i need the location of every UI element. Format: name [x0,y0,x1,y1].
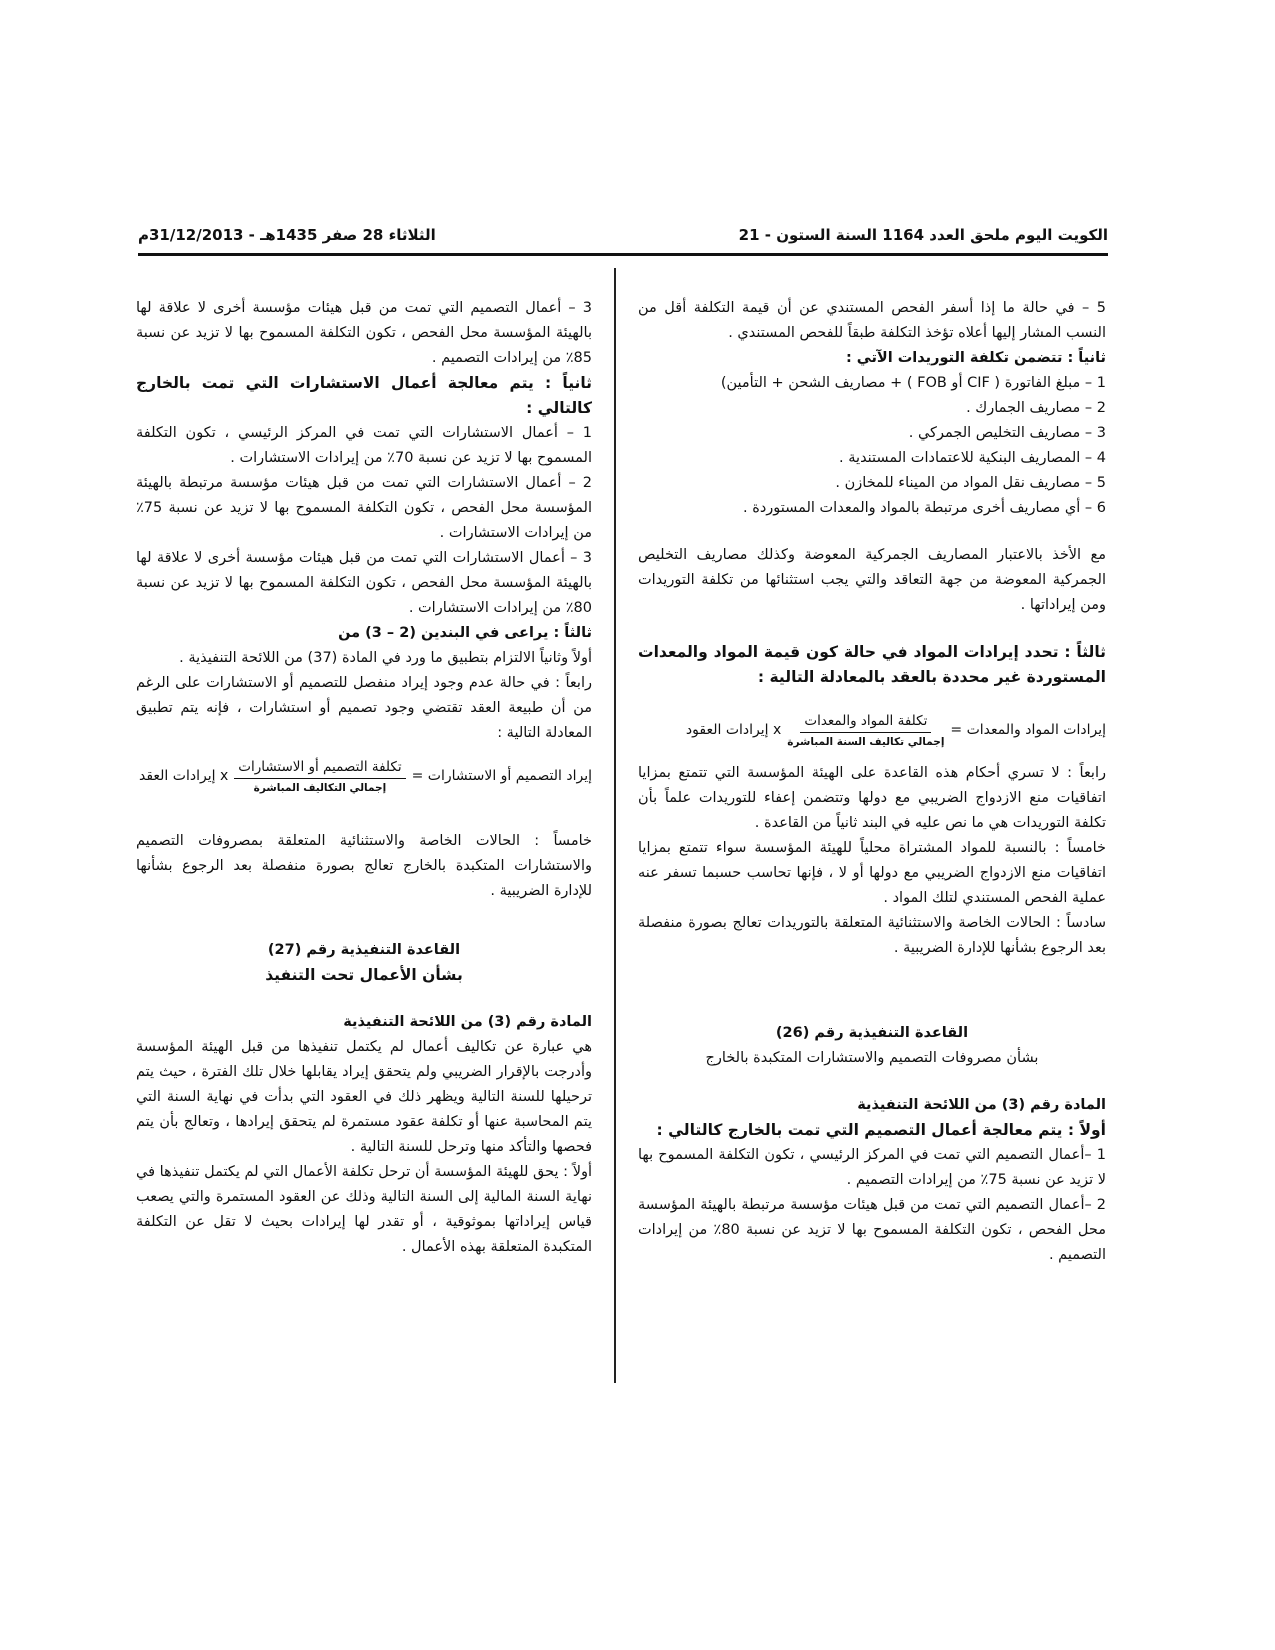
article-reference: المادة رقم (3) من اللائحة التنفيذية [857,1097,1106,1113]
paragraph-thalithan: أولاً وثانياً الالتزام بتطبيق ما ورد في المادة (37) من اللائحة التنفيذية . [179,650,592,666]
heading-consulting-works: ثانياً : يتم معالجة أعمال الاستشارات التي تمت بالخارج كالتالي : [136,374,592,417]
list-item: 1 – مبلغ الفاتورة ( CIF أو FOB ) + مصاريف الشحن + التأمين) [720,375,1106,391]
equation-denominator: إجمالي التكاليف المباشرة [253,782,387,794]
equation-fraction [234,758,405,795]
equation-lhs: إيرادات المواد والمعدات = [950,722,1106,738]
equation-rhs: x إيرادات العقود [685,722,782,738]
paragraph-khamisan: خامساً : بالنسبة للمواد المشتراة محلياً للهيئة المؤسسة سواء تتمتع بمزايا اتفاقيات منع الازدواج الضريبي مع دولها أو لا ، فإنها تحاسب حسبما تسفر عنه عملية الفحص المستندي لتلك المواد . [638,840,1106,906]
list-item: 4 – المصاريف البنكية للاعتمادات المستندية . [839,450,1106,466]
heading-materials-revenue: ثالثاً : تحدد إيرادات المواد في حالة كون قيمة المواد والمعدات المستوردة غير محددة بالعقد بالمعادلة التالية : [638,643,1106,686]
paragraph-consulting-3: 3 – أعمال الاستشارات التي تمت من قبل هيئات مؤسسة أخرى لا علاقة لها بالهيئة المؤسسة محل الفحص ، تكون التكلفة المسموح بها لا تزيد عن نسبة 80٪ من إيرادات الاستشارات . [136,550,592,616]
paragraph-definition: هي عبارة عن تكاليف أعمال لم يكتمل تنفيذها من قبل الهيئة المؤسسة وأدرجت بالإقرار الضريبي ولم يتحقق إيراد يقابلها خلال تلك الفترة ، حيث يتم ترحيلها للسنة التالية ويظهر ذلك في العقود التي بدأت في نهاية السنة التي يتم المحاسبة عنها أو تكلفة عقود مستمرة لم يتحقق إيرادها ، وتعالج بأن يتم فحصها والتأكد منها وترحل للسنة التالية . [136,1039,592,1155]
right-column [638,296,1106,1268]
heading-thalithan: ثالثاً : يراعى في البندين (2 – 3) من [338,625,592,641]
equation-rhs: x إيرادات العقد [138,768,229,784]
article-reference: المادة رقم (3) من اللائحة التنفيذية [343,1014,592,1030]
paragraph-khamisan: خامساً : الحالات الخاصة والاستثنائية المتعلقة بمصروفات التصميم والاستشارات المتكبدة بالخارج تعالج بصورة منفصلة بعد الرجوع بشأنها للإدارة الضريبية . [136,833,592,899]
equation-fraction [787,712,944,749]
heading-supplies-cost: ثانياً : تتضمن تكلفة التوريدات الآتي : [845,350,1106,366]
paragraph-awwalan: أولاً : يحق للهيئة المؤسسة أن ترحل تكلفة الأعمال التي لم يكتمل تنفيذها في نهاية السنة المالية إلى السنة التالية وذلك عن العقود المستمرة والتي يصعب قياس إيراداتها بموثوقية ، أو تقدر لها إيرادات بحيث لا تقل عن التكلفة المتكبدة المتعلقة بهذه الأعمال . [136,1164,592,1255]
header-date: الثلاثاء 28 صفر 1435هـ - 31/12/2013م [138,226,436,244]
equation-design-revenue [136,758,592,795]
header-rule [138,253,1108,256]
rule-27-subtitle: بشأن الأعمال تحت التنفيذ [265,966,463,984]
equation-materials-revenue [638,712,1106,749]
rule-27-title: القاعدة التنفيذية رقم (27) [267,942,461,958]
paragraph-design-3: 3 – أعمال التصميم التي تمت من قبل هيئات مؤسسة أخرى لا علاقة لها بالهيئة المؤسسة محل الفحص ، تكون التكلفة المسموح بها لا تزيد عن نسبة 85٪ من إيرادات التصميم . [136,300,592,366]
list-item: 5 – مصاريف نقل المواد من الميناء للمخازن . [835,475,1106,491]
paragraph-customs-note: مع الأخذ بالاعتبار المصاريف الجمركية المعوضة وكذلك مصاريف التخليص الجمركية المعوضة من جهة التعاقد والتي يجب استثنائها من تكلفة التوريدات ومن إيراداتها . [638,547,1106,613]
paragraph-design-1: 1 –أعمال التصميم التي تمت في المركز الرئيسي ، تكون التكلفة المسموح بها لا تزيد عن نسبة 75٪ من إيرادات التصميم . [638,1147,1106,1188]
equation-numerator: تكلفة المواد والمعدات [800,712,931,733]
rule-26-subtitle: بشأن مصروفات التصميم والاستشارات المتكبدة بالخارج [705,1050,1039,1066]
paragraph-rabian: رابعاً : في حالة عدم وجود إيراد منفصل للتصميم أو الاستشارات على الرغم من أن طبيعة العقد تقتضي وجود تصميم أو استشارات ، فإنه يتم تطبيق المعادلة التالية : [136,675,592,741]
paragraph-design-2: 2 –أعمال التصميم التي تمت من قبل هيئات مؤسسة مرتبطة بالهيئة المؤسسة محل الفحص ، تكون التكلفة المسموح بها لا تزيد عن نسبة 80٪ من إيرادات التصميم . [638,1197,1107,1263]
page-header [138,222,1108,250]
paragraph-sadisan: سادساً : الحالات الخاصة والاستثنائية المتعلقة بالتوريدات تعالج بصورة منفصلة بعد الرجوع بشأنها للإدارة الضريبية . [638,915,1106,956]
list-item: 2 – مصاريف الجمارك . [966,400,1106,416]
left-column [136,296,592,1260]
list-item: 6 – أي مصاريف أخرى مرتبطة بالمواد والمعدات المستوردة . [743,500,1106,516]
rule-26-title: القاعدة التنفيذية رقم (26) [775,1025,969,1041]
list-item: 3 – مصاريف التخليص الجمركي . [908,425,1106,441]
equation-denominator: إجمالي تكاليف السنة المباشرة [787,736,945,748]
column-divider [614,268,616,1383]
heading-design-works: أولاً : يتم معالجة أعمال التصميم التي تمت بالخارج كالتالي : [656,1121,1106,1139]
header-publication: الكويت اليوم ملحق العدد 1164 السنة الستون - 21 [738,226,1108,244]
paragraph-consulting-2: 2 – أعمال الاستشارات التي تمت من قبل هيئات مؤسسة مرتبطة بالهيئة المؤسسة محل الفحص ، تكون التكلفة المسموح بها لا تزيد عن نسبة 75٪ من إيرادات الاستشارات . [136,475,592,541]
equation-numerator: تكلفة التصميم أو الاستشارات [234,758,405,779]
paragraph-item-5: 5 – في حالة ما إذا أسفر الفحص المستندي عن أن قيمة التكلفة أقل من النسب المشار إليها أعلاه تؤخذ التكلفة طبقاً للفحص المستندي . [638,300,1106,341]
equation-lhs: إيراد التصميم أو الاستشارات = [411,768,592,784]
paragraph-consulting-1: 1 – أعمال الاستشارات التي تمت في المركز الرئيسي ، تكون التكلفة المسموح بها لا تزيد عن نسبة 70٪ من إيرادات الاستشارات . [136,425,592,466]
paragraph-rabian: رابعاً : لا تسري أحكام هذه القاعدة على الهيئة المؤسسة التي تتمتع بمزايا اتفاقيات منع الازدواج الضريبي مع دولها وتتضمن إعفاء للتوريدات علماً بأن تكلفة التوريدات هي ما نص عليه في البند ثانياً من القاعدة . [638,765,1106,831]
